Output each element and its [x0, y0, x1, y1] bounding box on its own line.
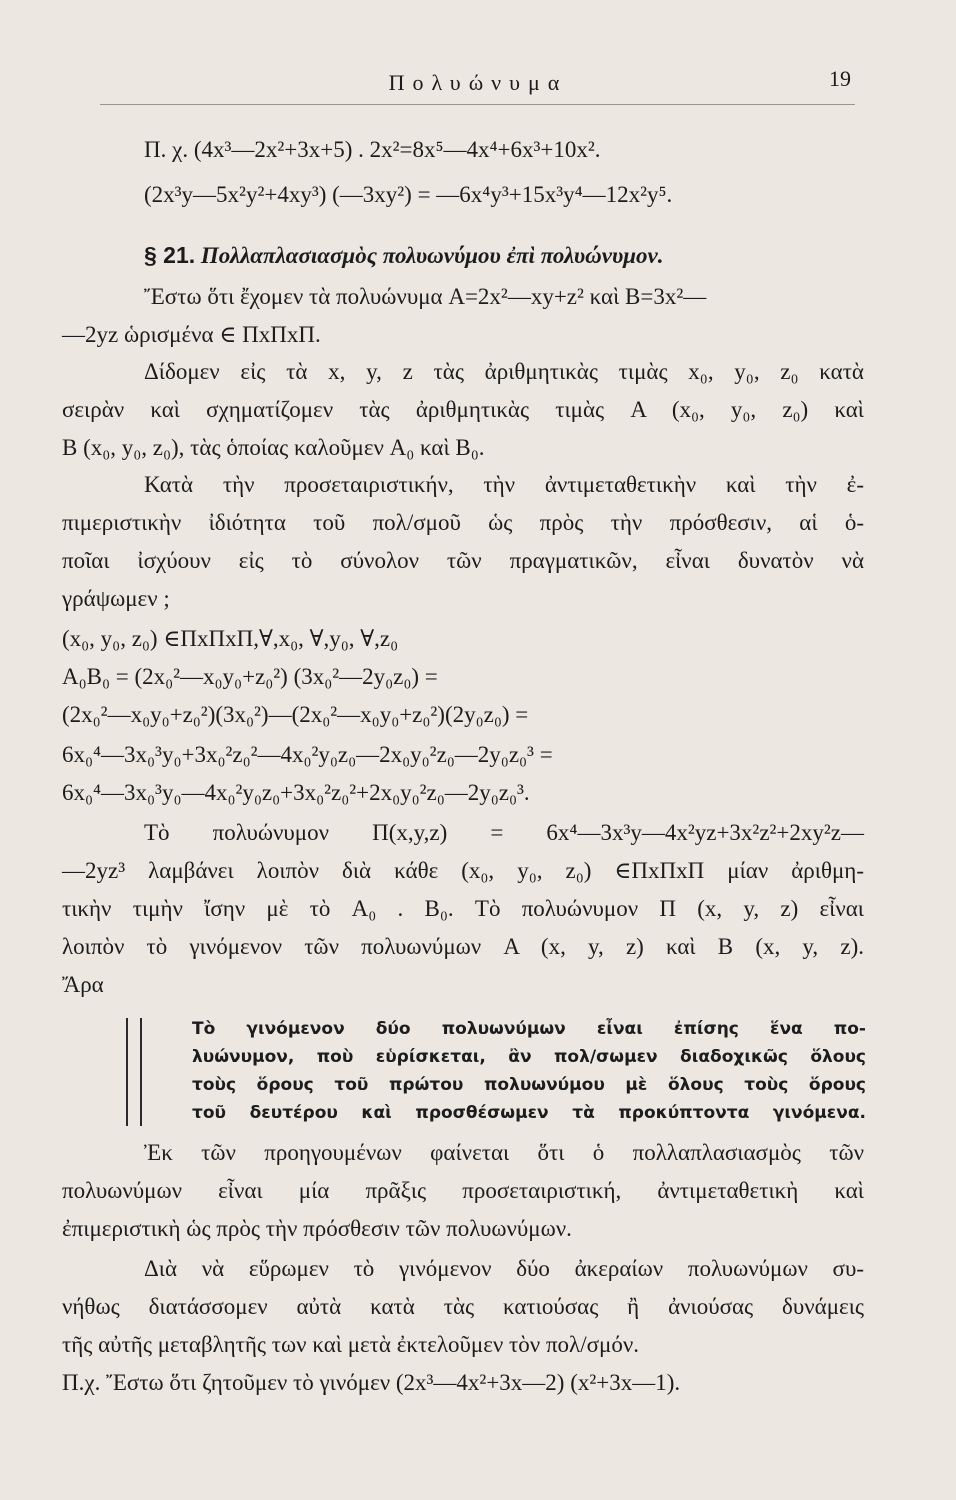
paragraph-line: —2yz³ λαμβάνει λοιπὸν διὰ κάθε (x₀, y₀, z₀) ∈ΠxΠxΠ μίαν ἀριθμη- — [62, 858, 864, 883]
equation-line: (x₀, y₀, z₀) ∈ΠxΠxΠ,∀,x₀, ∀,y₀, ∀,z₀ — [62, 626, 399, 651]
paragraph-line: ἐπιμεριστικὴ ὡς πρὸς τὴν πρόσθεσιν τῶν πολυωνύμων. — [62, 1216, 572, 1241]
paragraph-line: ποῖαι ἰσχύουν εἰς τὸ σύνολον τῶν πραγματικῶν, εἶναι δυνατὸν νὰ — [62, 548, 864, 573]
page-number: 19 — [829, 66, 851, 91]
paragraph-line: Ἄρα — [62, 972, 104, 997]
paragraph-line: —2yz ὡρισμένα ∈ ΠxΠxΠ. — [62, 322, 321, 347]
paragraph-line: σειρὰν καὶ σχηματίζομεν τὰς ἀριθμητικὰς τιμὰς A (x₀, y₀, z₀) καὶ — [62, 397, 864, 422]
header-rule — [100, 104, 855, 105]
paragraph-line: Κατὰ τὴν προσεταιριστικήν, τὴν ἀντιμεταθετικὴν καὶ τὴν ἐ- — [144, 472, 864, 497]
rule-line: Τὸ γινόμενον δύο πολυωνύμων εἶναι ἐπίσης ἕνα πο- — [192, 1019, 866, 1039]
paragraph-line: νήθως διατάσσομεν αὐτὰ κατὰ τὰς κατιούσας ἢ ἀνιούσας δυνάμεις — [62, 1294, 864, 1319]
equation-line: (2x₀²—x₀y₀+z₀²)(3x₀²)—(2x₀²—x₀y₀+z₀²)(2y₀z₀) = — [62, 702, 529, 727]
equation-line: 6x₀⁴—3x₀³y₀—4x₀²y₀z₀+3x₀²z₀²+2x₀y₀²z₀—2y₀z₀³. — [62, 780, 530, 805]
paragraph-line: πιμεριστικὴν ἰδιότητα τοῦ πολ/σμοῦ ὡς πρὸς τὴν πρόσθεσιν, αἱ ὁ- — [62, 510, 864, 535]
paragraph-line: Ἐκ τῶν προηγουμένων φαίνεται ὅτι ὁ πολλαπλασιασμὸς τῶν — [144, 1140, 864, 1165]
paragraph-line: τικὴν τιμὴν ἴσην μὲ τὸ A₀ . B₀. Τὸ πολυώνυμον Π (x, y, z) εἶναι — [62, 896, 864, 921]
section-number: § 21. — [144, 242, 196, 268]
section-title: Πολλαπλασιασμὸς πολυωνύμου ἐπὶ πολυώνυμον. — [200, 243, 664, 268]
paragraph-line: γράψωμεν ; — [62, 586, 170, 611]
example-line: (2x³y—5x²y²+4xy³) (—3xy²) = —6x⁴y³+15x³y⁴—12x²y⁵. — [144, 182, 673, 207]
paragraph-line: Τὸ πολυώνυμον Π(x,y,z) = 6x⁴—3x³y—4x²yz+3x²z²+2xy²z— — [144, 820, 864, 845]
rule-line: τοῦ δευτέρου καὶ προσθέσωμεν τὰ προκύπτοντα γινόμενα. — [192, 1103, 866, 1123]
paragraph-line: πολυωνύμων εἶναι μία πρᾶξις προσεταιριστική, ἀντιμεταθετικὴ καὶ — [62, 1178, 864, 1203]
rule-line: τοὺς ὅρους τοῦ πρώτου πολυωνύμου μὲ ὅλους τοὺς ὅρους — [192, 1075, 866, 1095]
paragraph-line: Δίδομεν εἰς τὰ x, y, z τὰς ἀριθμητικὰς τιμὰς x₀, y₀, z₀ κατὰ — [144, 359, 864, 384]
paragraph-line: τῆς αὐτῆς μεταβλητῆς των καὶ μετὰ ἐκτελοῦμεν τὸν πολ/σμόν. — [62, 1332, 639, 1357]
running-header-title: Πολυώνυμα — [388, 70, 568, 95]
equation-line: A₀B₀ = (2x₀²—x₀y₀+z₀²) (3x₀²—2y₀z₀) = — [62, 664, 438, 689]
equation-line: 6x₀⁴—3x₀³y₀+3x₀²z₀²—4x₀²y₀z₀—2x₀y₀²z₀—2y₀z₀³ = — [62, 742, 553, 767]
rule-box-bar — [126, 1018, 142, 1126]
paragraph-line: Ἔστω ὅτι ἔχομεν τὰ πολυώνυμα A=2x²—xy+z² καὶ B=3x²— — [144, 284, 707, 309]
paragraph-line: B (x₀, y₀, z₀), τὰς ὁποίας καλοῦμεν A₀ καὶ B₀. — [62, 435, 485, 460]
paragraph-line: Π.χ. Ἔστω ὅτι ζητοῦμεν τὸ γινόμεν (2x³—4x²+3x—2) (x²+3x—1). — [62, 1370, 681, 1395]
paragraph-line: λοιπὸν τὸ γινόμενον τῶν πολυωνύμων A (x, y, z) καὶ B (x, y, z). — [62, 934, 864, 959]
example-line: Π. χ. (4x³—2x²+3x+5) . 2x²=8x⁵—4x⁴+6x³+10x². — [144, 137, 601, 162]
section-heading — [112, 240, 864, 271]
rule-line: λυώνυμον, ποὺ εὑρίσκεται, ἂν πολ/σωμεν διαδοχικῶς ὅλους — [192, 1047, 866, 1067]
paragraph-line: Διὰ νὰ εὕρωμεν τὸ γινόμενον δύο ἀκεραίων πολυωνύμων συ- — [144, 1256, 864, 1281]
